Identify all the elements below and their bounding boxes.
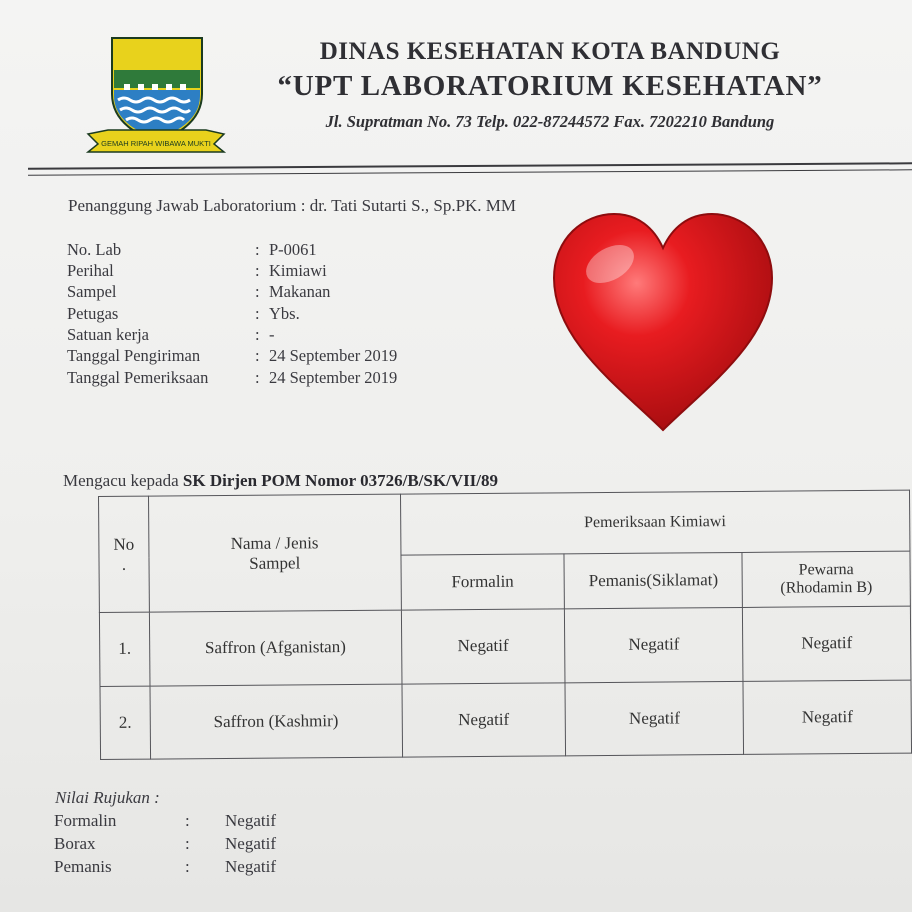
header-lab-name: “UPT LABORATORIUM KESEHATAN” xyxy=(277,70,823,102)
reference-value-row: Borax : Negatif xyxy=(54,834,276,853)
field-row: Tanggal Pemeriksaan : 24 September 2019 xyxy=(67,368,398,387)
field-row: No. Lab : P-0061 xyxy=(67,240,317,259)
header-sample-name: Nama / Jenis Sampel xyxy=(148,494,400,612)
heart-icon xyxy=(548,208,778,434)
reference-sk: SK Dirjen POM Nomor 03726/B/SK/VII/89 xyxy=(182,471,499,490)
field-row: Petugas : Ybs. xyxy=(67,304,300,323)
svg-text:GEMAH RIPAH WIBAWA MUKTI: GEMAH RIPAH WIBAWA MUKTI xyxy=(101,139,211,148)
header-divider xyxy=(28,162,912,169)
header-no: No . xyxy=(99,496,150,613)
header-divider-thin xyxy=(28,169,912,175)
results-table xyxy=(98,490,912,760)
table-row: 2. Saffron (Kashmir) Negatif Negatif Negatif xyxy=(100,680,912,760)
reference-value-row: Pemanis : Negatif xyxy=(54,857,276,876)
field-row: Satuan kerja : - xyxy=(67,325,275,344)
header-pemanis: Pemanis(Siklamat) xyxy=(564,553,742,609)
responsible-person: Penanggung Jawab Laboratorium : dr. Tati Sutarti S., Sp.PK. MM xyxy=(68,196,517,215)
field-row: Sampel : Makanan xyxy=(67,282,331,301)
header-agency: DINAS KESEHATAN KOTA BANDUNG xyxy=(319,38,781,65)
field-row: Perihal : Kimiawi xyxy=(67,261,327,280)
reference-values-title: Nilai Rujukan : xyxy=(55,788,160,807)
header-address: Jl. Supratman No. 73 Telp. 022-87244572 Fax. 7202210 Bandung xyxy=(325,112,775,131)
table-row: 1. Saffron (Afganistan) Negatif Negatif Negatif xyxy=(99,606,911,686)
reference-line: Mengacu kepada SK Dirjen POM Nomor 03726/B/SK/VII/89 xyxy=(63,471,499,490)
field-row: Tanggal Pengiriman : 24 September 2019 xyxy=(67,346,398,365)
city-crest-icon xyxy=(84,34,228,156)
header-pewarna: Pewarna (Rhodamin B) xyxy=(742,551,910,607)
header-chem-exam: Pemeriksaan Kimiawi xyxy=(400,490,910,555)
reference-value-row: Formalin : Negatif xyxy=(54,811,276,830)
header-formalin: Formalin xyxy=(401,554,565,610)
